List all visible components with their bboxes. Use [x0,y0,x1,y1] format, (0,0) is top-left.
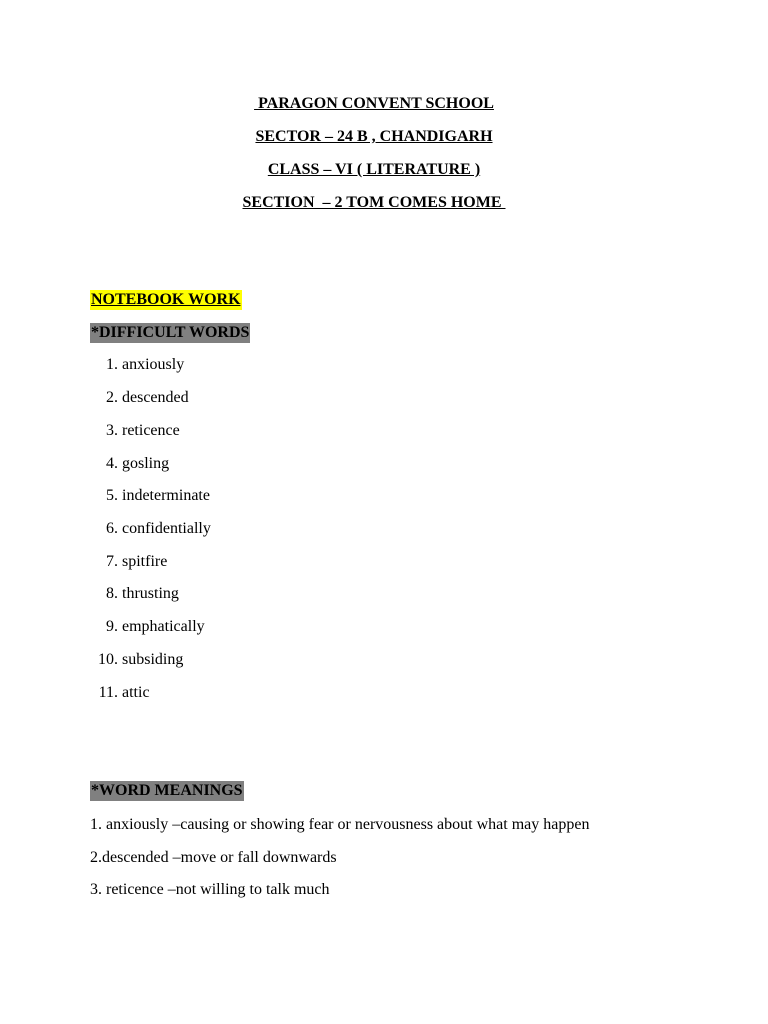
list-item-number: 2. [106,389,118,406]
list-item [0,486,210,506]
list-item-word: gosling [122,455,170,472]
list-item-word: thrusting [122,585,179,602]
list-item [0,421,180,441]
difficult-words-heading: *DIFFICULT WORDS [91,324,250,341]
list-item [0,454,169,474]
list-item-word: subsiding [122,651,184,668]
list-item-number: 9. [106,618,118,635]
notebook-work-label: NOTEBOOK WORK [91,291,241,308]
list-item-number: 8. [106,585,118,602]
word-meaning-item: 3. reticence –not willing to talk much [90,881,330,898]
list-item-number: 11. [98,684,118,701]
list-item [0,584,179,604]
list-item-word: reticence [122,422,180,439]
list-item [0,519,211,539]
list-item-word: spitfire [122,553,168,570]
list-item-number: 4. [106,455,118,472]
list-item-word: indeterminate [122,487,210,504]
word-meanings-heading: *WORD MEANINGS [91,782,243,799]
word-meaning-item: 1. anxiously –causing or showing fear or nervousness about what may happen [90,816,590,833]
list-item-word: attic [122,684,150,701]
list-item-number: 5. [106,487,118,504]
list-item [0,617,205,637]
list-item-number: 7. [106,553,118,570]
list-item-number: 10. [98,651,118,668]
list-item [0,388,189,408]
list-item [0,650,183,670]
list-item [0,355,184,375]
list-item-word: emphatically [122,618,205,635]
list-item-word: descended [122,389,189,406]
list-item-word: confidentially [122,520,211,537]
list-item [0,683,150,703]
list-item-number: 3. [106,422,118,439]
word-meaning-item: 2.descended –move or fall downwards [90,849,337,866]
school-name: PARAGON CONVENT SCHOOL [254,95,494,112]
list-item-number: 6. [106,520,118,537]
section-title: SECTION – 2 TOM COMES HOME [242,194,506,211]
class-title: CLASS – VI ( LITERATURE ) [267,161,481,178]
list-item-number: 1. [106,356,118,373]
school-address: SECTOR – 24 B , CHANDIGARH [255,128,493,145]
list-item [0,552,167,572]
list-item-word: anxiously [122,356,185,373]
